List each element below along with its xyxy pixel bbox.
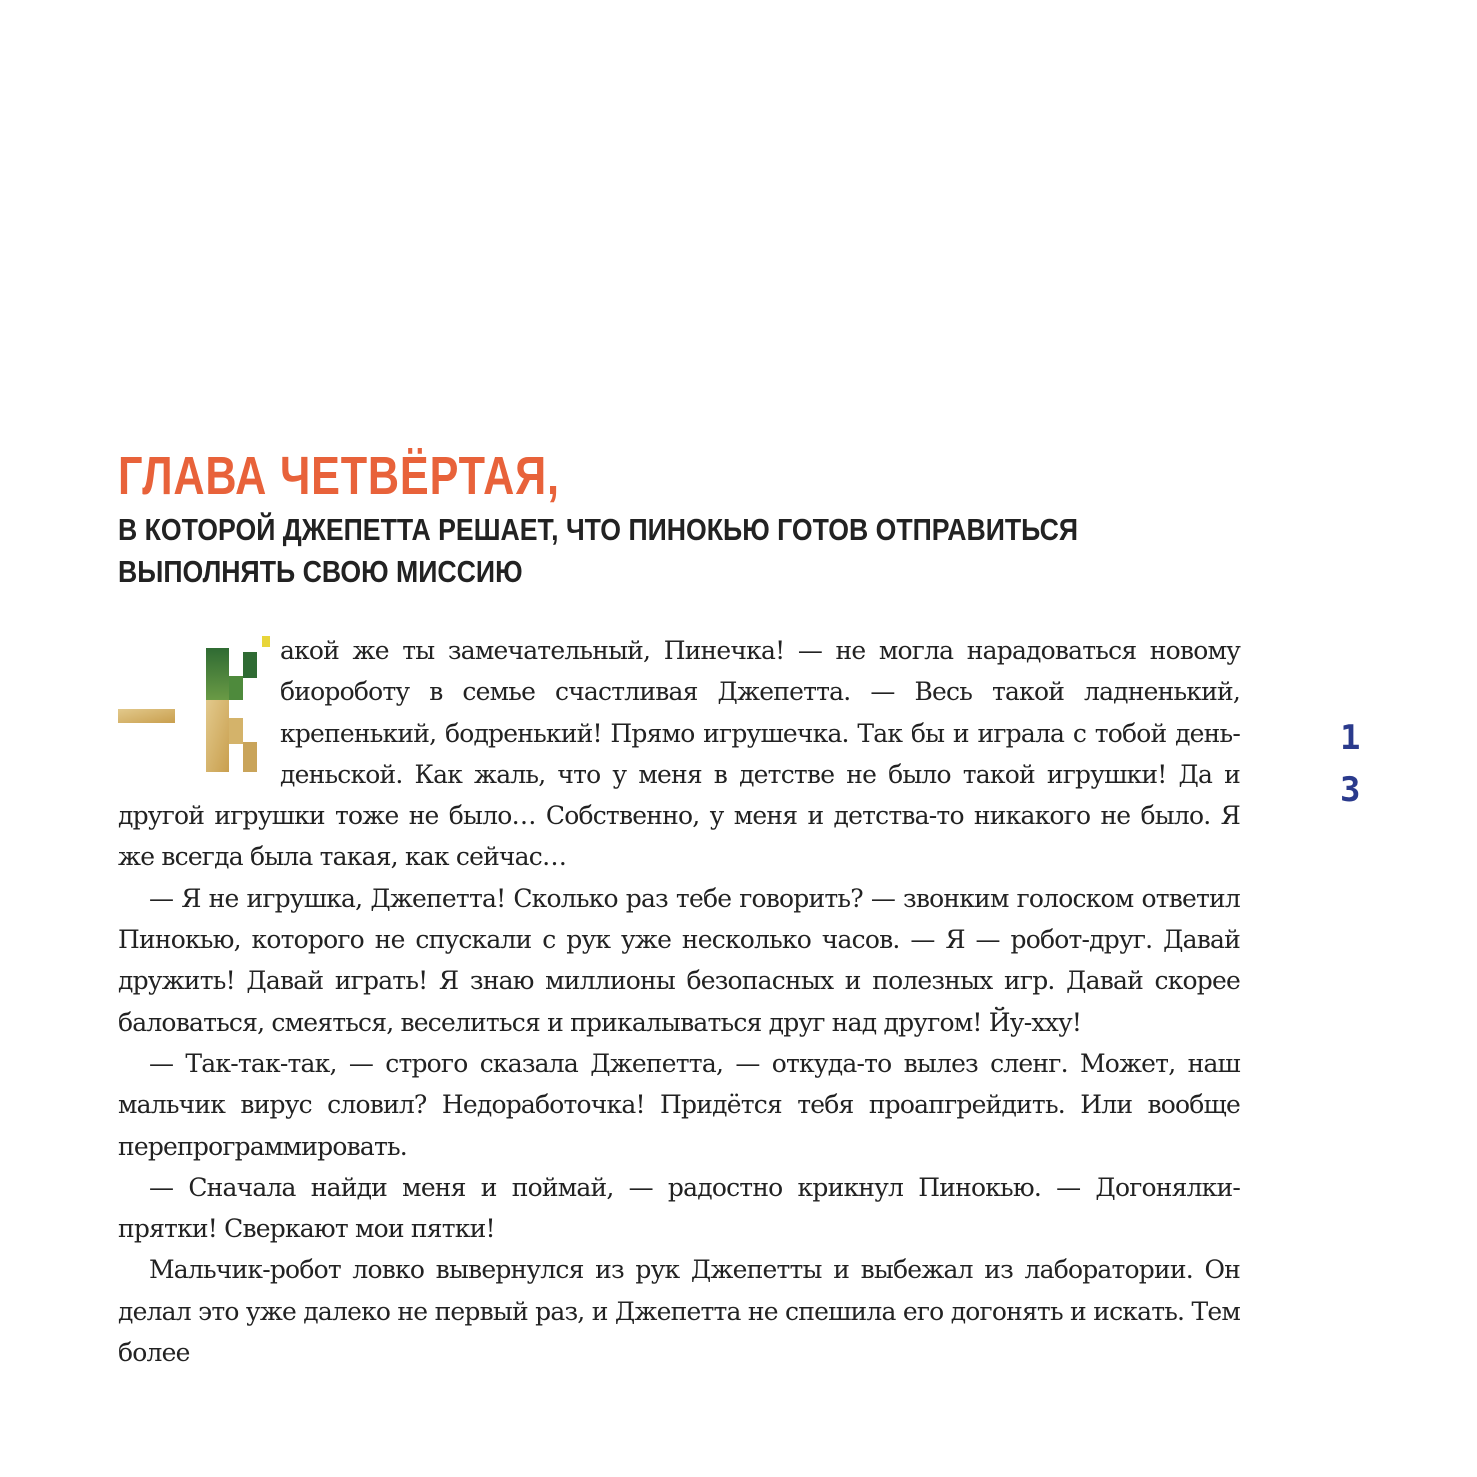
chapter-subtitle-line-1: В КОТОРОЙ ДЖЕПЕТТА РЕШАЕТ, ЧТО ПИНОКЬЮ ГОТОВ ОТПРАВИТЬСЯ — [118, 512, 1079, 547]
page-number — [1340, 712, 1360, 816]
drop-cap-space — [118, 630, 280, 782]
page-number-digit-2: 3 — [1340, 770, 1361, 810]
paragraph-4: — Сначала найди меня и поймай, — радостно крикнул Пинокью. — Догонялки-прятки! Сверкают мои пятки! — [118, 1172, 1240, 1244]
chapter-subtitle — [118, 509, 1078, 593]
paragraph-5: Мальчик-робот ловко вывернулся из рук Джепетты и выбежал из лаборатории. Он делал это уже далеко не первый раз, и Джепетта не спешила его догонять и искать. Тем более — [118, 1255, 1240, 1368]
body-text — [118, 630, 1240, 1373]
paragraph-3: — Так-так-так, — строго сказала Джепетта, — откуда-то вылез сленг. Может, наш мальчик вирус словил? Недоработочка! Придётся тебя проапгрейдить. Или вообще перепрограммировать. — [118, 1048, 1240, 1161]
page-number-digit-1: 1 — [1340, 718, 1361, 758]
paragraph-2: — Я не игрушка, Джепетта! Сколько раз тебе говорить? — звонким голоском ответил Пинокью, которого не спускали с рук уже несколько часов. — Я — робот-друг. Давай дружить! Давай играть! Я знаю миллионы безопасных и полезных игр. Давай скорее баловаться, смеяться, веселиться и прикалываться друг над другом! Йу-хху! — [118, 883, 1240, 1037]
paragraph-1-text: акой же ты замечательный, Пинечка! — не могла нарадоваться новому биороботу в семье счастливая Джепетта. — Весь такой ладненький, крепенький, бодренький! Прямо игрушечка. Так бы и играла с тобой день-деньской. Как жаль, что у меня в детстве не было такой игрушки! Да и другой игрушки тоже не было… Собственно, у меня и детства-то никакого не было. Я же всегда была такая, как сейчас… — [118, 636, 1240, 872]
chapter-subtitle-line-2: ВЫПОЛНЯТЬ СВОЮ МИССИЮ — [118, 554, 523, 589]
chapter-title: ГЛАВА ЧЕТВЁРТАЯ, — [118, 446, 560, 506]
paragraph-1 — [118, 630, 1240, 878]
